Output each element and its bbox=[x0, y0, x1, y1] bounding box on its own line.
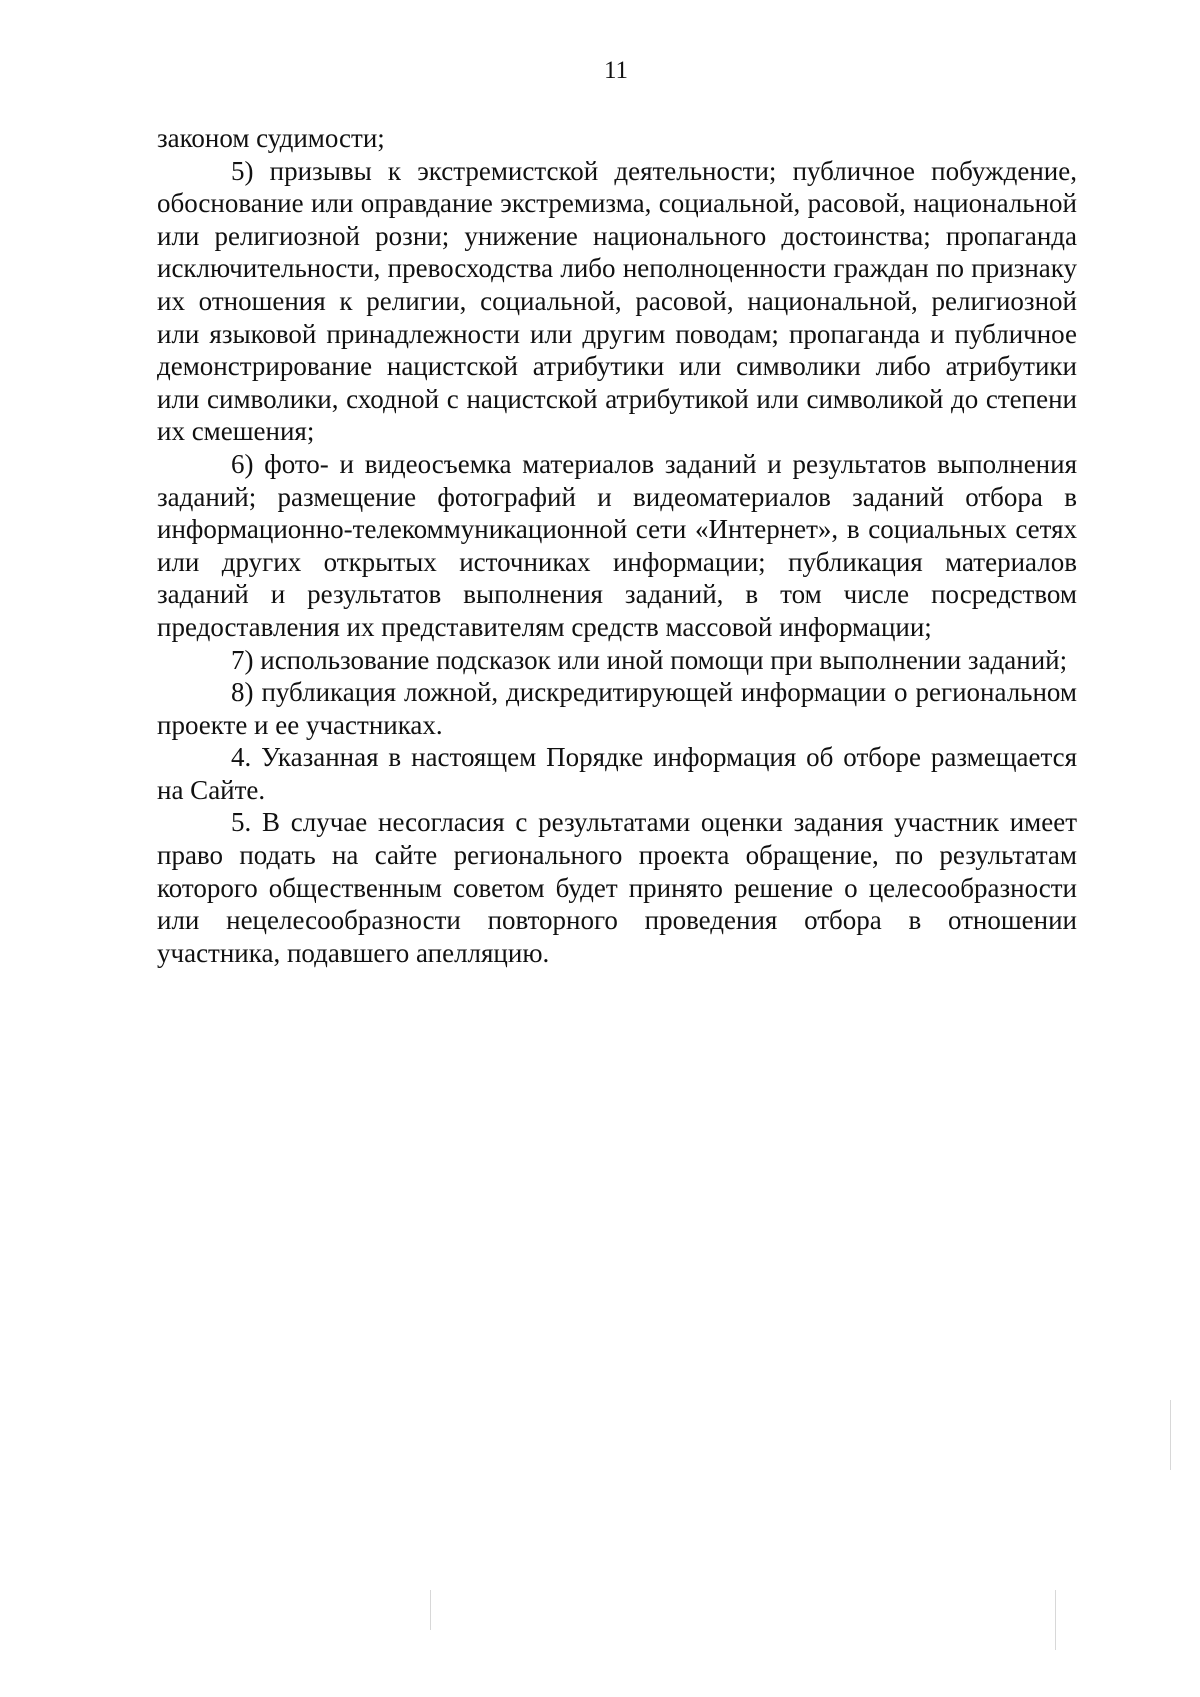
scan-artifact bbox=[430, 1590, 431, 1630]
paragraph-item-6: 6) фото- и видеосъемка материалов заданий и результатов выполнения заданий; размещение фотографий и видеоматериалов заданий отбора в информационно-телекоммуникационной сети «Интернет», в социальных сетях или других открытых источниках информации; публикация материалов заданий и результатов выполнения заданий, в том числе посредством предоставления их представителям средств массовой информации; bbox=[157, 448, 1077, 642]
page-number: 11 bbox=[603, 57, 629, 84]
document-body bbox=[157, 122, 1077, 969]
paragraph-item-7: 7) использование подсказок или иной помощи при выполнении заданий; bbox=[231, 644, 1068, 675]
scan-artifact bbox=[1055, 1590, 1056, 1650]
paragraph-item-5: 5) призывы к экстремистской деятельности; публичное побуждение, обоснование или оправдание экстремизма, социальной, расовой, национальной или религиозной розни; унижение национального достоинства; пропаганда исключительности, превосходства либо неполноценности граждан по признаку их отношения к религии, социальной, расовой, национальной, религиозной или языковой принадлежности или другим поводам; пропаганда и публичное демонстрирование нацистской атрибутики или символики либо атрибутики или символики, сходной с нацистской атрибутикой или символикой до степени их смешения; bbox=[157, 155, 1077, 447]
paragraph-item-8: 8) публикация ложной, дискредитирующей информации о региональном проекте и ее участниках. bbox=[157, 677, 1077, 740]
paragraph-section-5: 5. В случае несогласия с результатами оценки задания участник имеет право подать на сайте регионального проекта обращение, по результатам которого общественным советом будет принято решение о целесообразности или нецелесообразности повторного проведения отбора в отношении участника, подавшего апелляцию. bbox=[157, 807, 1077, 968]
paragraph-section-4: 4. Указанная в настоящем Порядке информация об отборе размещается на Сайте. bbox=[157, 742, 1077, 805]
paragraph-continuation: законом судимости; bbox=[157, 123, 385, 153]
scan-artifact bbox=[1170, 1400, 1171, 1470]
